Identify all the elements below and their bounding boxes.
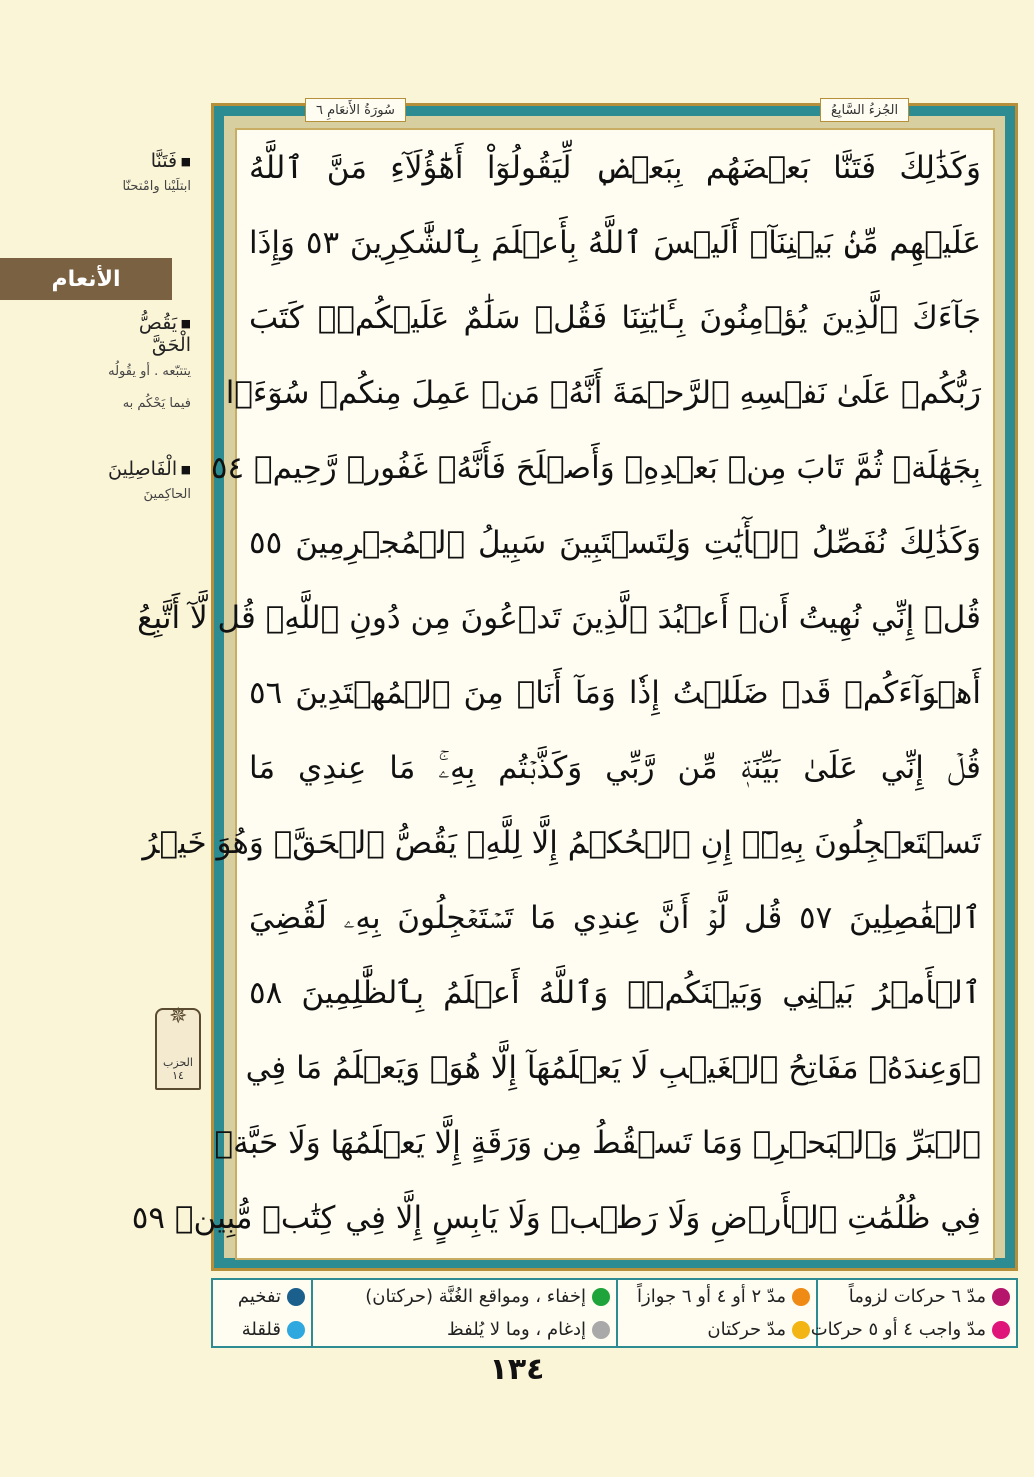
color-dot-icon — [592, 1288, 610, 1306]
color-dot-icon — [992, 1321, 1010, 1339]
legend-item: تفخيم — [213, 1280, 311, 1313]
legend-column — [311, 1280, 616, 1346]
text-line: ٱلۡفَٰصِلِينَ ٥٧ قُل لَّوۡ أَنَّ عِندِي مَا تَسۡتَعۡجِلُونَ بِهِۦ لَقُضِيَ — [249, 900, 981, 936]
legend-item: إخفاء ، ومواقع الغُنَّة (حركتان) — [313, 1280, 616, 1313]
text-line: قُلۡ إِنِّي نُهِيتُ أَنۡ أَعۡبُدَ ٱلَّذِينَ تَدۡعُونَ مِن دُونِ ٱللَّهِۚ قُل لَّآ أَتَّبِعُ — [137, 600, 981, 636]
legend-item: إدغام ، وما لا يُلفظ — [313, 1313, 616, 1346]
note-word: ■ الْفَاصِلِينَ — [108, 458, 191, 480]
text-line: بِجَهَٰلَةٖ ثُمَّ تَابَ مِنۢ بَعۡدِهِۦ وَأَصۡلَحَ فَأَنَّهُۥ غَفُورٞ رَّحِيمٞ ٥٤ — [210, 450, 981, 486]
text-line: تَسۡتَعۡجِلُونَ بِهِۦٓۚ إِنِ ٱلۡحُكۡمُ إِلَّا لِلَّهِۖ يَقُصُّ ٱلۡحَقَّۖ وَهُوَ خَيۡرُ — [142, 825, 981, 861]
legend-column — [616, 1280, 816, 1346]
text-line: جَآءَكَ ٱلَّذِينَ يُؤۡمِنُونَ بِـَٔايَٰتِنَا فَقُلۡ سَلَٰمٌ عَلَيۡكُمۡۖ كَتَبَ — [249, 300, 981, 336]
color-dot-icon — [792, 1288, 810, 1306]
text-line: ۞وَعِندَهُۥ مَفَاتِحُ ٱلۡغَيۡبِ لَا يَعۡلَمُهَآ إِلَّا هُوَۚ وَيَعۡلَمُ مَا فِي — [245, 1050, 981, 1086]
legend-item: مدّ واجب ٤ أو ٥ حركات — [818, 1313, 1016, 1346]
note-explanation: الحاكِمينَ — [143, 487, 191, 502]
text-line: ٱلۡأَمۡرُ بَيۡنِي وَبَيۡنَكُمۡۗ وَٱللَّهُ أَعۡلَمُ بِٱلظَّٰلِمِينَ ٥٨ — [249, 975, 981, 1011]
text-line: أَهۡوَآءَكُمۡ قَدۡ ضَلَلۡتُ إِذٗا وَمَآ أَنَا۠ مِنَ ٱلۡمُهۡتَدِينَ ٥٦ — [249, 675, 981, 711]
color-dot-icon — [287, 1288, 305, 1306]
note-word: ■ فَتَنَّا — [123, 150, 191, 172]
note-explanation: يتتبّعه . أو يقُولُه فيما يَحْكُم به — [108, 364, 191, 411]
hizb-marker — [155, 1008, 201, 1090]
legend-item: مدّ ٢ أو ٤ أو ٦ جوازاً — [618, 1280, 816, 1313]
legend-item: قلقلة — [213, 1313, 311, 1346]
color-dot-icon — [287, 1321, 305, 1339]
surah-tab: الأنعام — [0, 258, 172, 300]
color-dot-icon — [592, 1321, 610, 1339]
text-line: قُلۡ إِنِّي عَلَىٰ بَيِّنَةٖ مِّن رَّبِّي وَكَذَّبۡتُم بِهِۦۚ مَا عِندِي مَا — [249, 750, 981, 786]
legend-column — [810, 1280, 1016, 1346]
text-line: وَكَذَٰلِكَ فَتَنَّا بَعۡضَهُم بِبَعۡضٖ لِّيَقُولُوٓاْ أَهَٰٓؤُلَآءِ مَنَّ ٱللَّهُ — [249, 150, 981, 186]
note-word: ■ يَقُصُّ الْحَقَّ — [101, 312, 191, 356]
color-dot-icon — [792, 1321, 810, 1339]
legend-column — [213, 1280, 311, 1346]
margin-note — [101, 312, 191, 420]
color-dot-icon — [992, 1288, 1010, 1306]
legend-item: مدّ حركتان — [618, 1313, 816, 1346]
text-line: رَبُّكُمۡ عَلَىٰ نَفۡسِهِ ٱلرَّحۡمَةَ أَنَّهُۥ مَنۡ عَمِلَ مِنكُمۡ سُوٓءَۢا — [225, 375, 981, 411]
hizb-label: ✵ الحزب ١٤ — [163, 1056, 193, 1082]
legend-item: مدّ ٦ حركات لزوماً — [818, 1280, 1016, 1313]
margin-note — [123, 150, 191, 202]
text-line: وَكَذَٰلِكَ نُفَصِّلُ ٱلۡأٓيَٰتِ وَلِتَسۡتَبِينَ سَبِيلُ ٱلۡمُجۡرِمِينَ ٥٥ — [249, 525, 981, 561]
text-line: ٱلۡبَرِّ وَٱلۡبَحۡرِۚ وَمَا تَسۡقُطُ مِن وَرَقَةٍ إِلَّا يَعۡلَمُهَا وَلَا حَبَّةٖ — [214, 1125, 981, 1161]
juz-header: الجُزءُ السَّابِعُ — [820, 98, 909, 122]
note-explanation: ابتلَيْنا وامْتحنّا — [122, 179, 191, 194]
margin-note — [108, 458, 191, 510]
text-line: فِي ظُلُمَٰتِ ٱلۡأَرۡضِ وَلَا رَطۡبٖ وَلَا يَابِسٍ إِلَّا فِي كِتَٰبٖ مُّبِينٖ ٥٩ — [131, 1200, 981, 1236]
page-number: ١٣٤ — [489, 1352, 545, 1387]
text-line: عَلَيۡهِم مِّنۢ بَيۡنِنَآۗ أَلَيۡسَ ٱللَّهُ بِأَعۡلَمَ بِٱلشَّٰكِرِينَ ٥٣ وَإِذَا — [249, 225, 981, 261]
tajweed-legend — [211, 1278, 1018, 1348]
surah-header: سُورَةُ الأَنعَامِ ٦ — [305, 98, 406, 122]
